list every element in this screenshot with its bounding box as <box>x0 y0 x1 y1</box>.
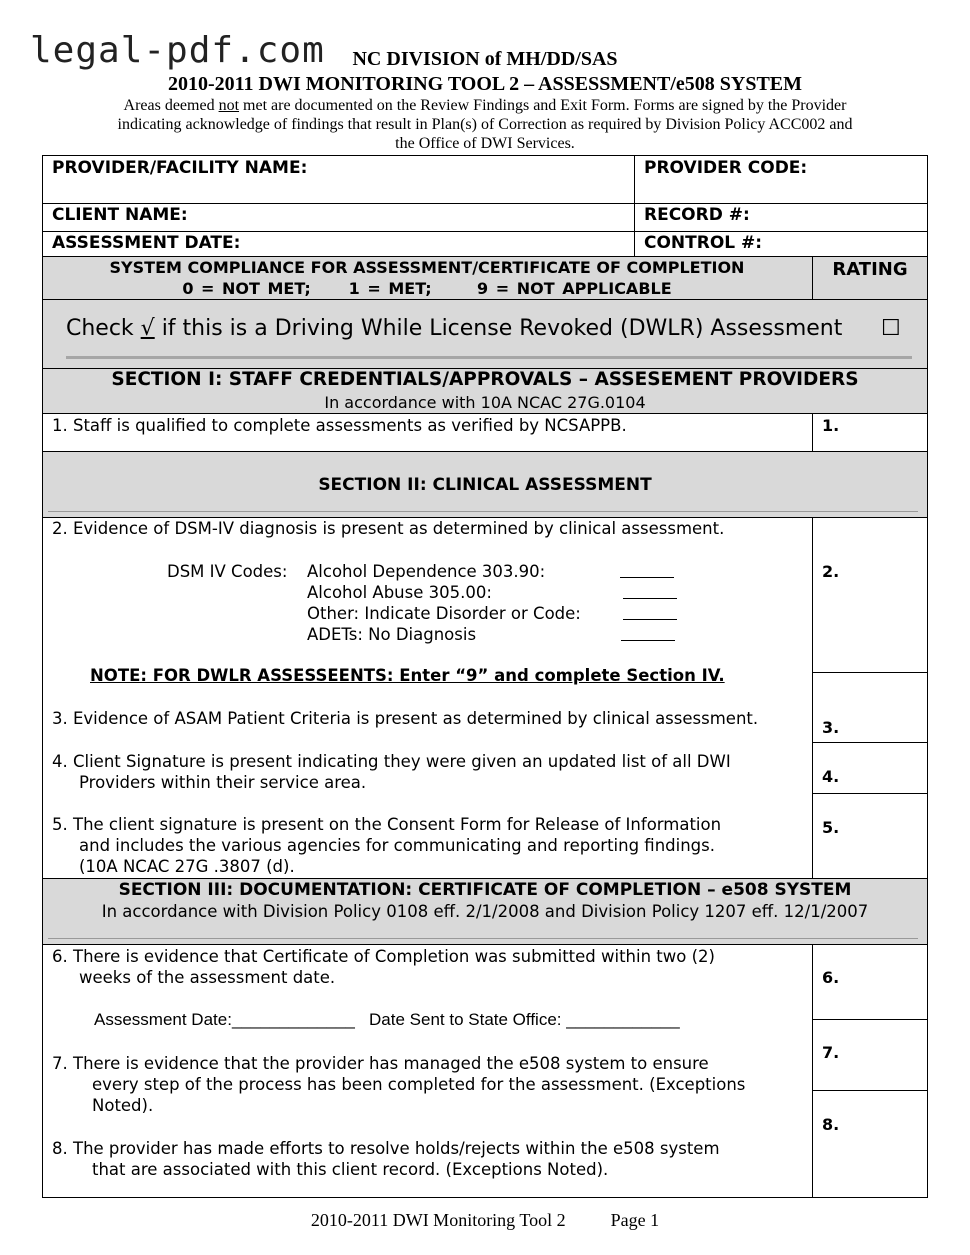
code-adets: ADETs: No Diagnosis <box>307 625 477 644</box>
column-divider <box>812 517 813 879</box>
item-6: 6. There is evidence that Certificate of Completion was submitted within two (2) weeks of the assessment date. <box>52 947 715 987</box>
rating-divider <box>812 742 928 743</box>
item-2: 2. Evidence of DSM-IV diagnosis is present as determined by clinical assessment. <box>52 519 725 538</box>
form-subtitle: 2010-2011 DWI MONITORING TOOL 2 – ASSESSMENT/e508 SYSTEM <box>167 73 803 95</box>
item-5: 5. The client signature is present on the Consent Form for Release of Information and includes the various agencies for communicating and reporting findings. (10A NCAC 27G .3807 (d). <box>52 815 722 876</box>
section3-ref: In accordance with Division Policy 0108 eff. 2/1/2008 and Division Policy 1207 eff. 12/1/2007 <box>101 902 869 921</box>
rating-divider <box>812 672 928 673</box>
provider-name-field[interactable]: PROVIDER/FACILITY NAME: <box>52 158 308 178</box>
compliance-title: SYSTEM COMPLIANCE FOR ASSESSMENT/CERTIFICATE OF COMPLETION <box>109 258 745 277</box>
section3-title: SECTION III: DOCUMENTATION: CERTIFICATE OF COMPLETION – e508 SYSTEM <box>118 880 852 900</box>
dwlr-note: NOTE: FOR DWLR ASSESSEENTS: Enter “9” and complete Section IV. <box>90 666 725 685</box>
code-blank-3[interactable] <box>623 619 677 620</box>
section2-rule <box>48 511 918 512</box>
dwlr-checkbox[interactable]: ☐ <box>881 316 901 341</box>
row-divider <box>42 203 928 204</box>
section1-ref: In accordance with 10A NCAC 27G.0104 <box>324 393 646 412</box>
code-blank-4[interactable] <box>621 640 675 641</box>
rating-cell-5[interactable]: 5. <box>822 818 840 837</box>
column-divider <box>812 944 813 1198</box>
client-name-field[interactable]: CLIENT NAME: <box>52 205 188 225</box>
column-divider <box>812 413 813 452</box>
rating-cell-7[interactable]: 7. <box>822 1043 840 1062</box>
rating-header: RATING <box>832 259 908 280</box>
code-alcohol-abuse: Alcohol Abuse 305.00: <box>307 583 492 602</box>
rating-scale: 0 = NOT MET; 1 = MET; 9 = NOT APPLICABLE <box>182 279 672 298</box>
control-field[interactable]: CONTROL #: <box>644 233 763 253</box>
form-intro: Areas deemed not met are documented on the Review Findings and Exit Form. Forms are signed by the Provider indicating acknowledge of findings that result in Plan(s) of Correction as required by Division Policy ACC002 and the Office of DWI Services. <box>117 97 853 152</box>
date-fields[interactable] <box>94 1010 680 1030</box>
rating-divider <box>812 1090 928 1091</box>
section2-title: SECTION II: CLINICAL ASSESSMENT <box>318 475 652 495</box>
watermark: legal-pdf.com <box>30 30 325 71</box>
form-title: NC DIVISION of MH/DD/SAS <box>352 48 618 70</box>
section1-title: SECTION I: STAFF CREDENTIALS/APPROVALS – ASSESEMENT PROVIDERS <box>111 369 859 390</box>
row-divider <box>42 231 928 232</box>
dsm-codes-label: DSM IV Codes: <box>167 562 288 581</box>
rating-cell-1[interactable]: 1. <box>822 416 840 435</box>
item-1: 1. Staff is qualified to complete assessments as verified by NCSAPPB. <box>52 416 627 435</box>
item-7: 7. There is evidence that the provider has managed the e508 system to ensure every step of the process has been completed for the assessment. (Exceptions Noted). <box>52 1054 746 1115</box>
assessment-date-blank[interactable]: Assessment Date:_____________ <box>94 1010 355 1029</box>
rating-cell-4[interactable]: 4. <box>822 767 840 786</box>
item-8: 8. The provider has made efforts to resolve holds/rejects within the e508 system that are associated with this client record. (Exceptions Noted). <box>52 1139 720 1179</box>
rating-divider <box>812 793 928 794</box>
rating-cell-8[interactable]: 8. <box>822 1115 840 1134</box>
date-sent-blank[interactable]: Date Sent to State Office: ____________ <box>369 1010 680 1029</box>
page-footer: 2010-2011 DWI Monitoring Tool 2 Page 1 <box>310 1210 660 1230</box>
rating-cell-2[interactable]: 2. <box>822 562 840 581</box>
dwlr-rule <box>66 356 912 359</box>
record-field[interactable]: RECORD #: <box>644 205 750 225</box>
code-alcohol-dependence: Alcohol Dependence 303.90: <box>307 562 546 581</box>
code-blank-1[interactable] <box>620 577 674 578</box>
rating-cell-6[interactable]: 6. <box>822 968 840 987</box>
assessment-date-field[interactable]: ASSESSMENT DATE: <box>52 233 241 253</box>
section3-rule <box>48 938 918 939</box>
item-3: 3. Evidence of ASAM Patient Criteria is present as determined by clinical assessment. <box>52 709 759 728</box>
rating-divider <box>812 1019 928 1020</box>
code-blank-2[interactable] <box>623 598 677 599</box>
item-4: 4. Client Signature is present indicating they were given an updated list of all DWI Providers within their service area. <box>52 752 731 792</box>
code-other: Other: Indicate Disorder or Code: <box>307 604 581 623</box>
provider-code-field[interactable]: PROVIDER CODE: <box>644 158 808 178</box>
column-divider <box>634 155 635 256</box>
dwlr-text: Check √ if this is a Driving While License Revoked (DWLR) Assessment <box>66 316 843 341</box>
rating-cell-3[interactable]: 3. <box>822 718 840 737</box>
